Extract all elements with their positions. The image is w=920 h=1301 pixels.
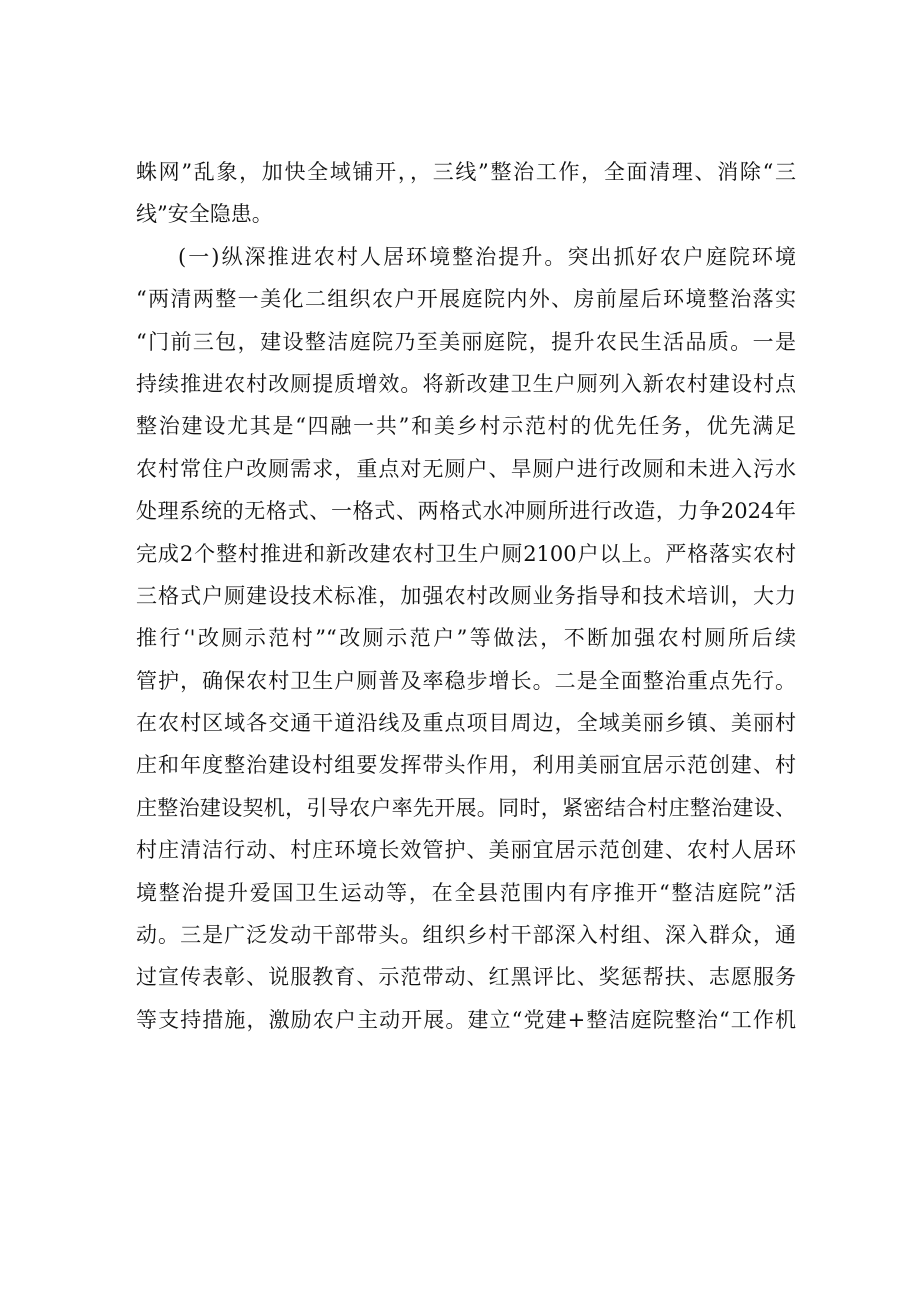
- text-line-15: 庄和年度整治建设村组要发挥带头作用，利用美丽宜居示范创建、村: [136, 753, 796, 778]
- text-line-16: 庄整治建设契机，引导农户率先开展。同时，紧密结合村庄整治建设、: [136, 795, 796, 820]
- text-line-2: 线”安全隐患。: [136, 202, 273, 227]
- text-line-9: 处理系统的无格式、一格式、两格式水冲厕所进行改造，力争2024年: [136, 499, 796, 524]
- text-line-17: 村庄清洁行动、村庄环境长效管护、美丽宜居示范创建、农村人居环: [136, 838, 796, 863]
- text-line-8: 农村常住户改厕需求，重点对无厕户、旱厕户进行改厕和未进入污水: [136, 456, 796, 481]
- text-line-18: 境整治提升爱国卫生运动等，在全县范围内有序推开“整洁庭院”活: [136, 880, 796, 905]
- text-line-10: 完成2个整村推进和新改建农村卫生户厕2100户以上。严格落实农村: [136, 541, 796, 566]
- text-line-14: 在农村区域各交通干道沿线及重点项目周边，全域美丽乡镇、美丽村: [136, 711, 796, 736]
- text-line-5: “门前三包，建设整洁庭院乃至美丽庭院，提升农民生活品质。一是: [136, 329, 796, 354]
- text-line-7: 整治建设尤其是“四融一共”和美乡村示范村的优先任务，优先满足: [136, 414, 796, 439]
- text-line-12: 推行‘'改厕示范村”“改厕示范户”等做法，不断加强农村厕所后续: [136, 626, 796, 651]
- text-line-13: 管护，确保农村卫生户厕普及率稳步增长。二是全面整治重点先行。: [136, 668, 796, 693]
- section-heading-line: (一)纵深推进农村人居环境整治提升。突出抓好农户庭院环境: [178, 244, 796, 269]
- body-text: [136, 151, 796, 1041]
- text-line-20: 过宣传表彰、说服教育、示范带动、红黑评比、奖惩帮扶、志愿服务: [136, 965, 796, 990]
- text-line-1: 蛛网”乱象，加快全域铺开，，三线”整治工作，全面清理、消除“三: [136, 160, 796, 184]
- text-line-11: 三格式户厕建设技术标准，加强农村改厕业务指导和技术培训，大力: [136, 583, 796, 608]
- text-line-21: 等支持措施，激励农户主动开展。建立“党建+整洁庭院整治“工作机: [136, 1007, 796, 1032]
- text-line-19: 动。三是广泛发动干部带头。组织乡村干部深入村组、深入群众，通: [136, 923, 796, 948]
- text-line-4: “两清两整一美化二组织农户开展庭院内外、房前屋后环境整治落实: [136, 287, 796, 312]
- text-line-6: 持续推进农村改厕提质增效。将新改建卫生户厕列入新农村建设村点: [136, 371, 796, 396]
